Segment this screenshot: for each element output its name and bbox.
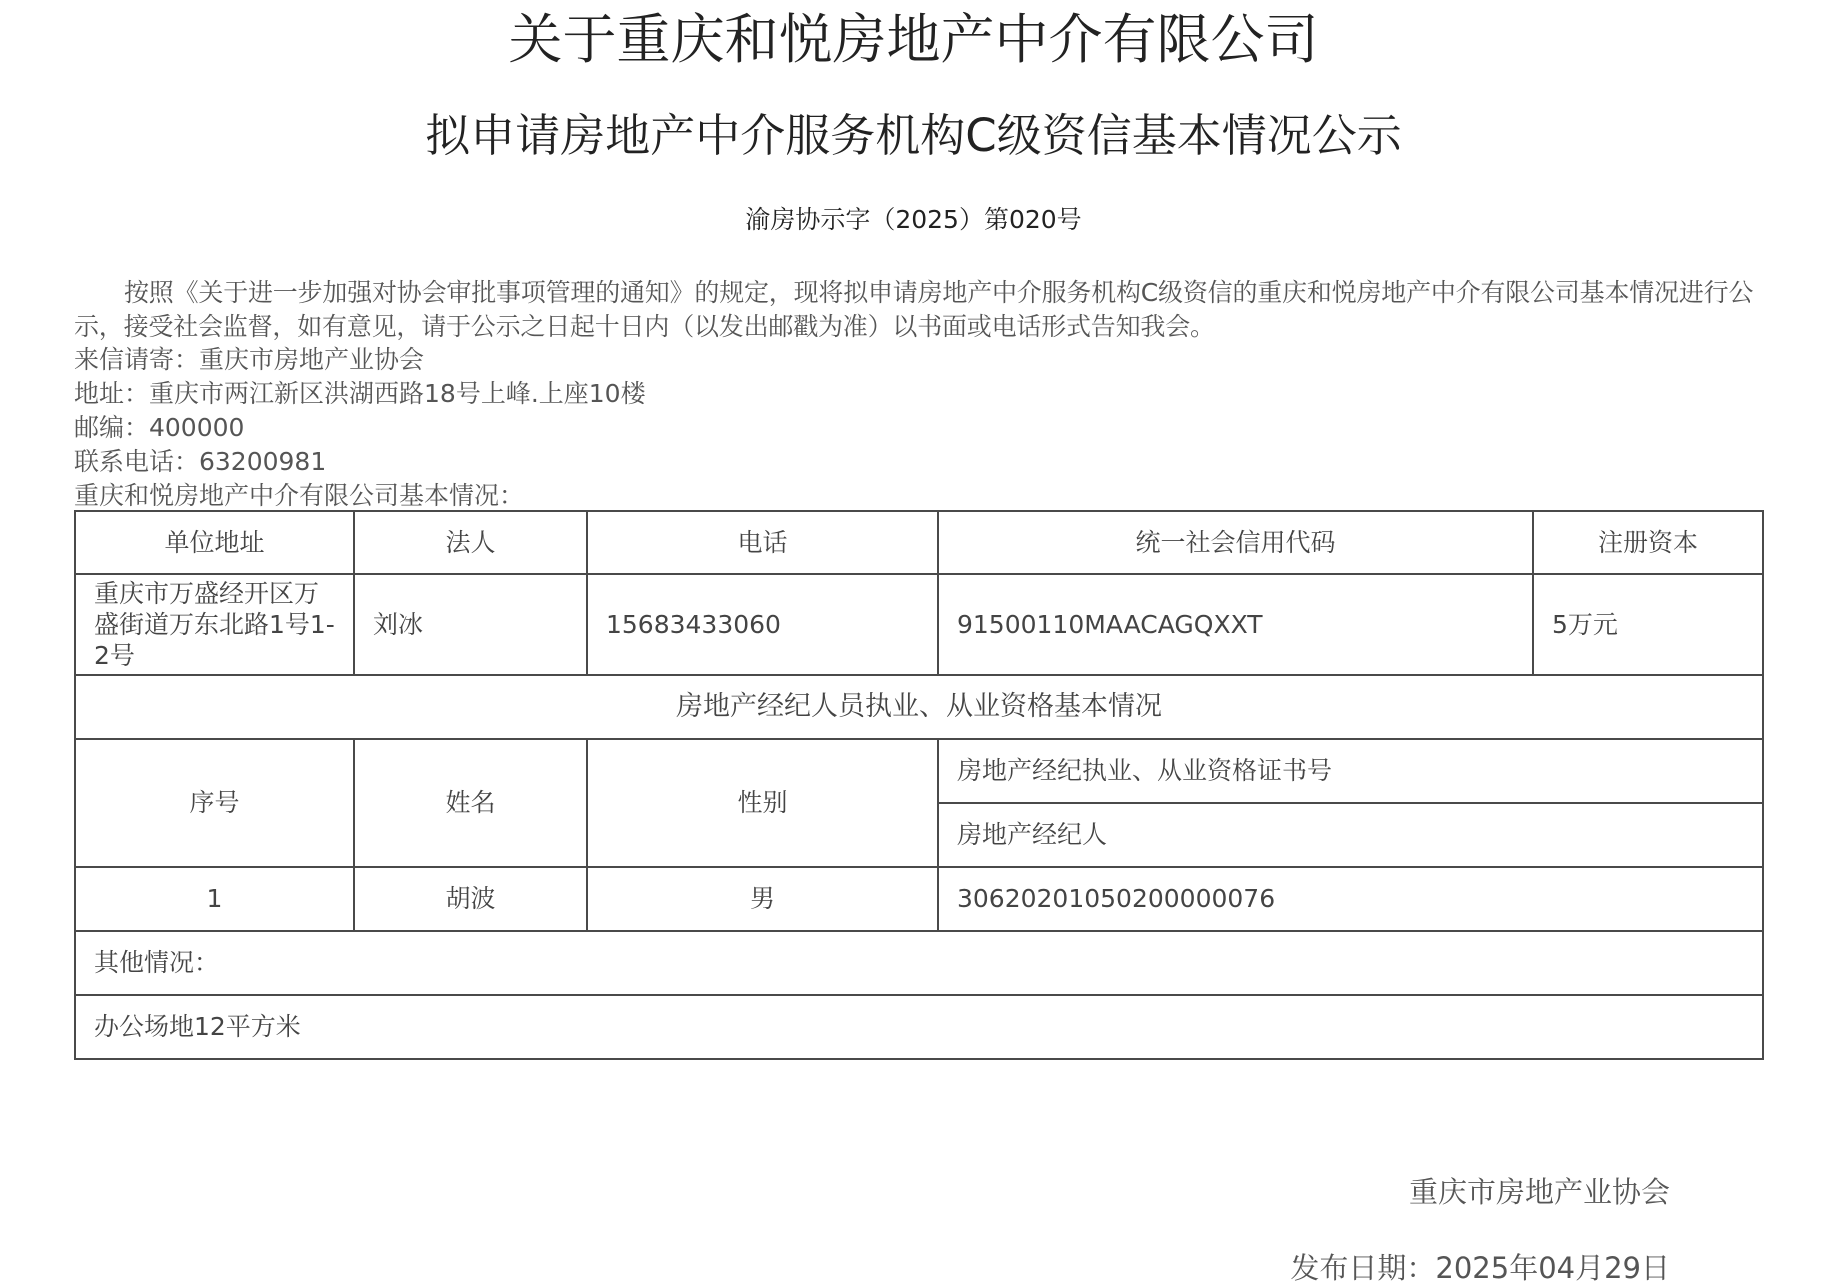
company-phone: 15683433060 [587, 574, 938, 675]
address-line: 地址：重庆市两江新区洪湖西路18号上峰.上座10楼 [74, 379, 646, 408]
company-table-header-row [75, 511, 1763, 574]
table-row [75, 867, 1763, 931]
company-table-row [75, 574, 1763, 675]
agent-name: 胡波 [354, 867, 587, 931]
company-info-table [74, 510, 1764, 1060]
company-legal-person: 刘冰 [354, 574, 587, 675]
agents-header-row [75, 739, 1763, 803]
company-address: 重庆市万盛经开区万盛街道万东北路1号1-2号 [75, 574, 354, 675]
agent-cert-no: 30620201050200000076 [938, 867, 1763, 931]
header-cert-no: 房地产经纪执业、从业资格证书号 [938, 739, 1763, 803]
company-info-label: 重庆和悦房地产中介有限公司基本情况： [74, 481, 525, 510]
document-title-line2: 拟申请房地产中介服务机构C级资信基本情况公示 [425, 109, 1402, 162]
header-seq: 序号 [75, 739, 354, 867]
header-address: 单位地址 [75, 511, 354, 574]
agent-seq: 1 [75, 867, 354, 931]
header-gender: 性别 [587, 739, 938, 867]
other-content-row [75, 995, 1763, 1059]
document-title-line1: 关于重庆和悦房地产中介有限公司 [508, 8, 1319, 71]
mail-to-line: 来信请寄：重庆市房地产业协会 [74, 345, 425, 374]
header-credit-code: 统一社会信用代码 [938, 511, 1533, 574]
other-label-row [75, 931, 1763, 995]
company-credit-code: 91500110MAACAGQXXT [938, 574, 1533, 675]
postcode-line: 邮编：400000 [74, 413, 245, 442]
agents-section-title: 房地产经纪人员执业、从业资格基本情况 [75, 675, 1763, 739]
header-phone: 电话 [587, 511, 938, 574]
header-legal-person: 法人 [354, 511, 587, 574]
intro-paragraph: 按照《关于进一步加强对协会审批事项管理的通知》的规定，现将拟申请房地产中介服务机构C级资信的重庆和悦房地产中介有限公司基本情况进行公示，接受社会监督，如有意见，请于公示之日起十日内（以发出邮戳为准）以书面或电话形式告知我会。 [74, 278, 1754, 341]
footer-organization: 重庆市房地产业协会 [1408, 1175, 1670, 1209]
header-name: 姓名 [354, 739, 587, 867]
agents-section-title-row [75, 675, 1763, 739]
header-capital: 注册资本 [1533, 511, 1763, 574]
company-capital: 5万元 [1533, 574, 1763, 675]
footer-publish-date: 发布日期：2025年04月29日 [1290, 1251, 1670, 1285]
agent-gender: 男 [587, 867, 938, 931]
header-cert-type: 房地产经纪人 [938, 803, 1763, 867]
document-number: 渝房协示字（2025）第020号 [745, 205, 1082, 234]
other-content: 办公场地12平方米 [75, 995, 1763, 1059]
other-label: 其他情况： [75, 931, 1763, 995]
phone-line: 联系电话：63200981 [74, 447, 327, 476]
